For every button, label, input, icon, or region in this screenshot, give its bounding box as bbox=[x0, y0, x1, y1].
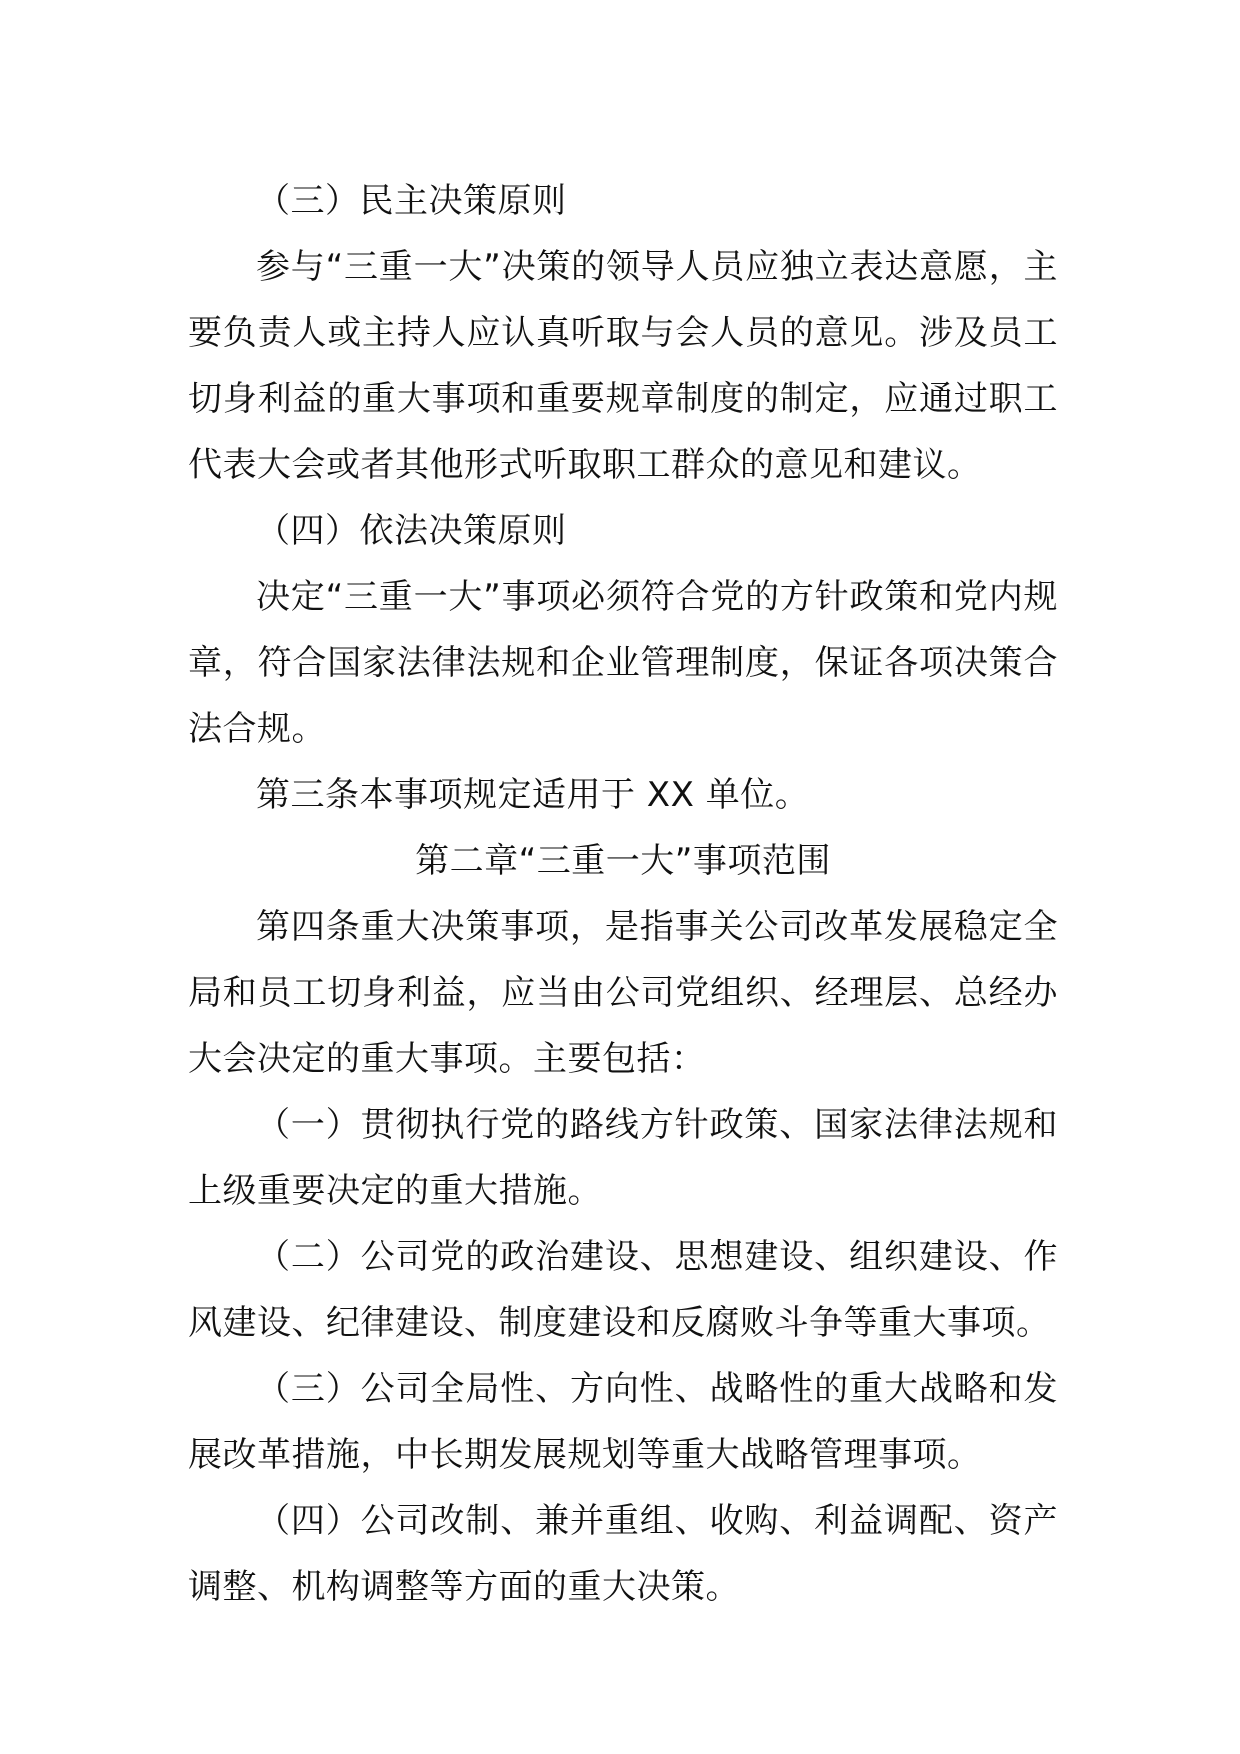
chapter-two-title: 第二章“三重一大”事项范围 bbox=[415, 841, 831, 881]
paragraph-democratic-principle-body: 参与“三重一大”决策的领导人员应独立表达意愿，主要负责人或主持人应认真听取与会人员的意见。涉及员工切身利益的重大事项和重要规章制度的制定，应通过职工代表大会或者其他形式听取职工群众的意见和建议。 bbox=[188, 247, 1058, 485]
list-item-two: （二）公司党的政治建设、思想建设、组织建设、作风建设、纪律建设、制度建设和反腐败斗争等重大事项。 bbox=[188, 1237, 1058, 1343]
list-item-four: （四）公司改制、兼并重组、收购、利益调配、资产调整、机构调整等方面的重大决策。 bbox=[188, 1501, 1058, 1607]
list-item-one: （一）贯彻执行党的路线方针政策、国家法律法规和上级重要决定的重大措施。 bbox=[188, 1105, 1058, 1211]
article-three: 第三条本事项规定适用于 XX 单位。 bbox=[256, 775, 810, 815]
section-heading-democratic-principle: （三）民主决策原则 bbox=[256, 181, 567, 221]
paragraph-legal-principle-body: 决定“三重一大”事项必须符合党的方针政策和党内规章，符合国家法律法规和企业管理制度，保证各项决策合法合规。 bbox=[188, 577, 1058, 749]
list-item-three: （三）公司全局性、方向性、战略性的重大战略和发展改革措施，中长期发展规划等重大战略管理事项。 bbox=[188, 1369, 1058, 1475]
article-four: 第四条重大决策事项，是指事关公司改革发展稳定全局和员工切身利益，应当由公司党组织、经理层、总经办大会决定的重大事项。主要包括： bbox=[188, 907, 1058, 1079]
section-heading-legal-principle: （四）依法决策原则 bbox=[256, 511, 567, 551]
document-page bbox=[188, 168, 1058, 1620]
